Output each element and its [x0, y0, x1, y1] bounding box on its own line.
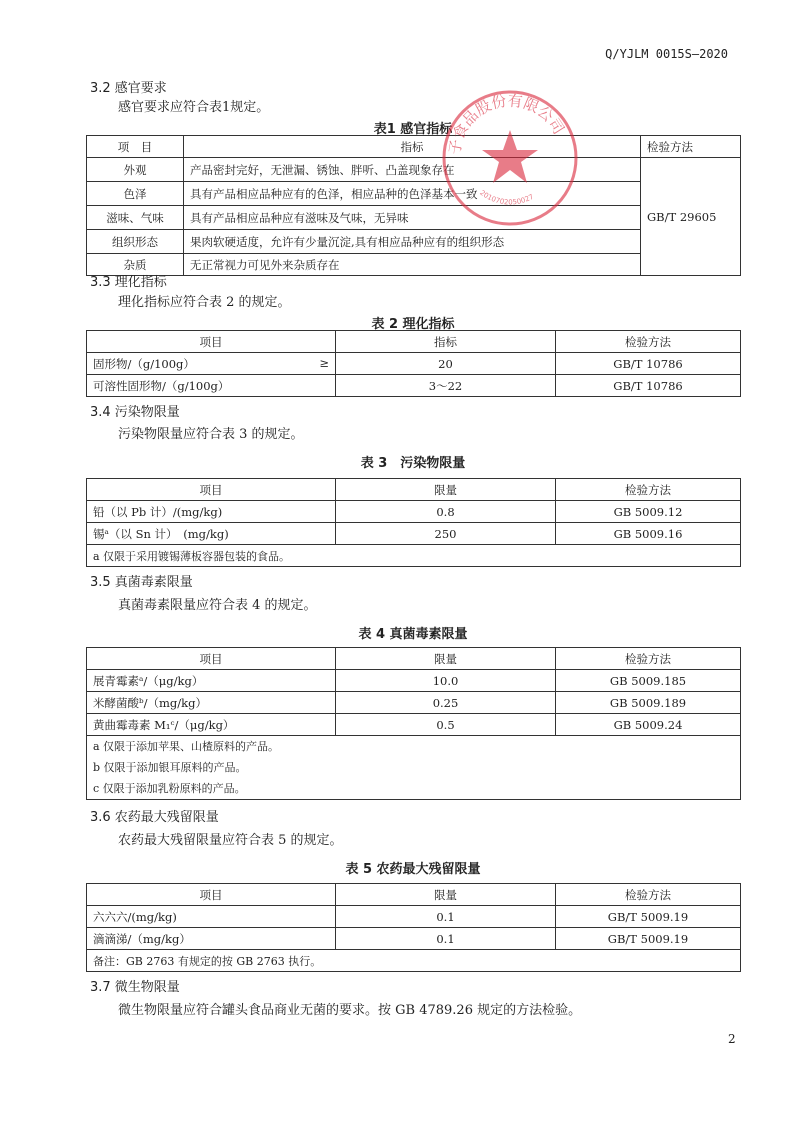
table-row	[87, 714, 741, 736]
method-cell: GB/T 29605	[641, 158, 741, 276]
header-cell: 检验方法	[556, 884, 741, 906]
table-header-row	[87, 884, 741, 906]
section-3-2-text: 感官要求应符合表1规定。	[118, 100, 270, 115]
method-cell: GB 5009.12	[556, 501, 741, 523]
section-3-5-heading: 3.5 真菌毒素限量	[90, 575, 193, 590]
item-cell: 色泽	[87, 182, 184, 206]
header-cell: 项目	[87, 479, 336, 501]
item-cell: 展青霉素ᵃ/（μg/kg）	[87, 670, 336, 692]
table-2-caption: 表 2 理化指标	[371, 317, 455, 332]
section-3-6-heading: 3.6 农药最大残留限量	[90, 810, 219, 825]
table-row	[87, 353, 741, 375]
item-cell: 滴滴涕/（mg/kg）	[87, 928, 336, 950]
table-row	[87, 375, 741, 397]
header-cell: 项目	[87, 331, 336, 353]
table-note-row	[87, 545, 741, 567]
value-cell: 3～22	[336, 375, 556, 397]
item-cell: 铅（以 Pb 计）/(mg/kg)	[87, 501, 336, 523]
table-note-row	[87, 736, 741, 800]
section-3-5-text: 真菌毒素限量应符合表 4 的规定。	[118, 598, 317, 613]
table-note: 备注：GB 2763 有规定的按 GB 2763 执行。	[87, 950, 741, 972]
table-note-row	[87, 950, 741, 972]
table-row	[87, 523, 741, 545]
comparison-sign: ≥	[319, 355, 329, 370]
section-3-6-text: 农药最大残留限量应符合表 5 的规定。	[118, 833, 343, 848]
value-cell: 具有产品相应品种应有滋味及气味，无异味	[184, 206, 641, 230]
page-number: 2	[728, 1032, 736, 1046]
value-cell: 0.8	[336, 501, 556, 523]
document-code: Q/YJLM 0015S—2020	[605, 47, 728, 61]
table-note: a 仅限于添加苹果、山楂原料的产品。	[93, 740, 280, 753]
header-cell: 限量	[336, 884, 556, 906]
header-cell: 项 目	[87, 136, 184, 158]
method-cell: GB/T 10786	[556, 353, 741, 375]
value-cell: 250	[336, 523, 556, 545]
header-cell: 指标	[336, 331, 556, 353]
svg-text:子食品股份有限公司: 子食品股份有限公司	[445, 91, 568, 156]
table-3-contaminants	[86, 478, 741, 567]
table-1-caption: 表1 感官指标	[373, 122, 453, 137]
header-cell: 检验方法	[556, 331, 741, 353]
table-header-row	[87, 648, 741, 670]
method-cell: GB 5009.185	[556, 670, 741, 692]
value-cell: 0.1	[336, 928, 556, 950]
header-cell: 指标	[184, 136, 641, 158]
company-seal	[440, 88, 580, 228]
item-cell: 米酵菌酸ᵇ/（mg/kg）	[87, 692, 336, 714]
table-row	[87, 928, 741, 950]
table-header-row	[87, 331, 741, 353]
item-cell: 锡ᵃ（以 Sn 计） (mg/kg)	[87, 523, 336, 545]
header-cell: 限量	[336, 648, 556, 670]
table-header-row	[87, 136, 741, 158]
section-3-4-text: 污染物限量应符合表 3 的规定。	[118, 427, 304, 442]
value-cell: 果肉软硬适度，允许有少量沉淀,具有相应品种应有的组织形态	[184, 230, 641, 254]
table-row	[87, 158, 741, 182]
item-cell: 固形物/（g/100g）	[93, 356, 195, 371]
section-3-7-text: 微生物限量应符合罐头食品商业无菌的要求。按 GB 4789.26 规定的方法检验。	[118, 1003, 582, 1018]
section-3-3-text: 理化指标应符合表 2 的规定。	[118, 295, 291, 310]
value-cell: 0.5	[336, 714, 556, 736]
table-note: b 仅限于添加银耳原料的产品。	[93, 761, 247, 774]
item-cell: 六六六/(mg/kg)	[87, 906, 336, 928]
table-2-physicochemical	[86, 330, 741, 397]
method-cell: GB 5009.24	[556, 714, 741, 736]
item-cell: 杂质	[87, 254, 184, 276]
item-cell: 组织形态	[87, 230, 184, 254]
header-cell: 检验方法	[556, 479, 741, 501]
value-cell: 无正常视力可见外来杂质存在	[184, 254, 641, 276]
value-cell: 0.25	[336, 692, 556, 714]
table-row	[87, 692, 741, 714]
svg-text:2010702050027: 2010702050027	[478, 188, 535, 207]
header-cell: 项目	[87, 648, 336, 670]
table-note: c 仅限于添加乳粉原料的产品。	[93, 782, 246, 795]
item-cell: 外观	[87, 158, 184, 182]
table-row	[87, 906, 741, 928]
value-cell: 产品密封完好，无泄漏、锈蚀、胖听、凸盖现象存在	[184, 158, 641, 182]
header-cell: 检验方法	[641, 136, 741, 158]
method-cell: GB 5009.189	[556, 692, 741, 714]
value-cell: 20	[336, 353, 556, 375]
item-cell: 黄曲霉毒素 M₁ᶜ/（μg/kg）	[87, 714, 336, 736]
item-cell: 滋味、气味	[87, 206, 184, 230]
header-cell: 检验方法	[556, 648, 741, 670]
value-cell: 具有产品相应品种应有的色泽，相应品种的色泽基本一致	[184, 182, 641, 206]
table-row	[87, 670, 741, 692]
table-note: a 仅限于采用镀锡薄板容器包装的食品。	[87, 545, 741, 567]
section-3-2-heading: 3.2 感官要求	[90, 81, 167, 96]
table-3-caption: 表 3 污染物限量	[360, 456, 466, 471]
item-cell: 可溶性固形物/（g/100g）	[87, 375, 336, 397]
table-1-sensory	[86, 135, 741, 276]
method-cell: GB 5009.16	[556, 523, 741, 545]
table-5-pesticides	[86, 883, 741, 972]
section-3-4-heading: 3.4 污染物限量	[90, 405, 180, 420]
value-cell: 0.1	[336, 906, 556, 928]
header-cell: 限量	[336, 479, 556, 501]
table-4-mycotoxins	[86, 647, 741, 800]
method-cell: GB/T 5009.19	[556, 928, 741, 950]
table-header-row	[87, 479, 741, 501]
value-cell: 10.0	[336, 670, 556, 692]
table-4-caption: 表 4 真菌毒素限量	[358, 627, 468, 642]
table-5-caption: 表 5 农药最大残留限量	[345, 862, 481, 877]
method-cell: GB/T 5009.19	[556, 906, 741, 928]
table-row	[87, 501, 741, 523]
section-3-3-heading: 3.3 理化指标	[90, 275, 167, 290]
header-cell: 项目	[87, 884, 336, 906]
method-cell: GB/T 10786	[556, 375, 741, 397]
section-3-7-heading: 3.7 微生物限量	[90, 980, 180, 995]
